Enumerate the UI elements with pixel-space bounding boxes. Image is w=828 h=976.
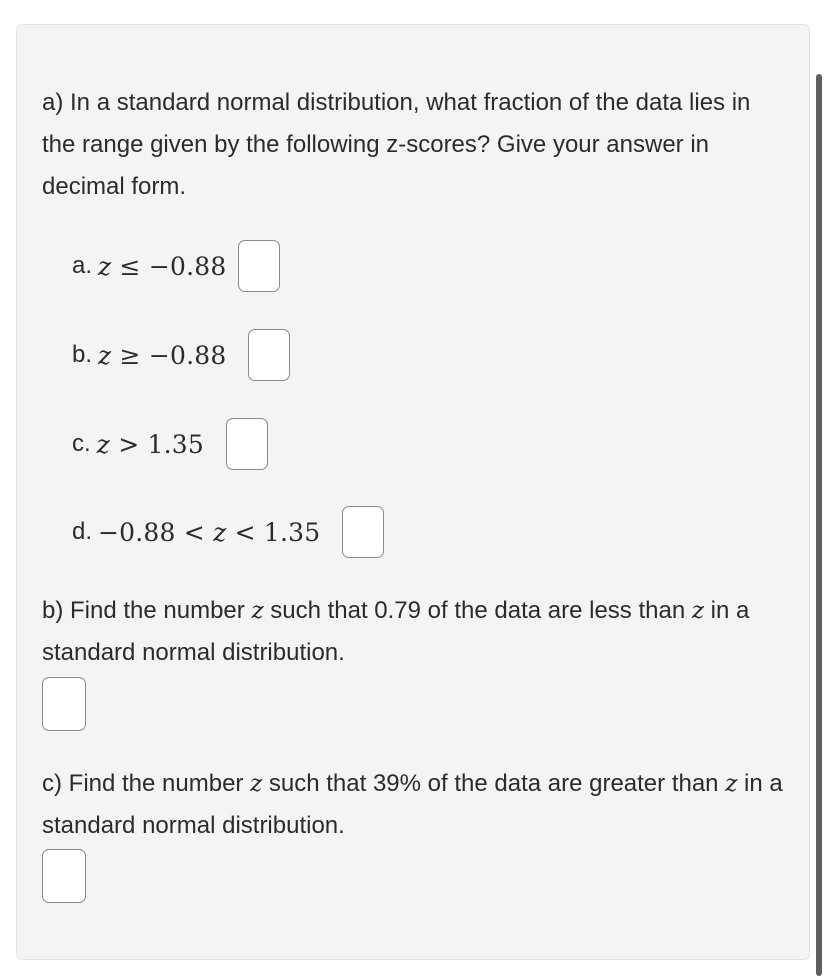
- part-c-question: c) Find the number z such that 39% of the data are greater than z in a standard normal distribution.: [42, 770, 783, 839]
- item-expression: −0.88 < z < 1.35: [98, 517, 321, 547]
- part-a-question: a) In a standard normal distribution, what fraction of the data lies in the range given by the following z-scores? Give your answer in decimal form.: [42, 89, 751, 200]
- item-expression: z ≥ −0.88: [98, 340, 227, 370]
- item-label: d.: [72, 518, 93, 545]
- part-a-item-d: [72, 506, 384, 558]
- answer-input-d[interactable]: [342, 506, 384, 558]
- answer-input-a[interactable]: [238, 240, 280, 292]
- answer-input-b[interactable]: [248, 329, 290, 381]
- item-expression: z ≤ −0.88: [98, 251, 227, 281]
- item-label: a.: [72, 252, 93, 279]
- item-label: b.: [72, 341, 93, 368]
- answer-input-part-b[interactable]: [42, 677, 86, 731]
- scrollbar[interactable]: [816, 74, 822, 976]
- answer-input-c[interactable]: [226, 418, 268, 470]
- item-label: c.: [72, 430, 91, 457]
- item-expression: z > 1.35: [96, 429, 204, 459]
- part-b-question: b) Find the number z such that 0.79 of the data are less than z in a standard normal distribution.: [42, 597, 750, 666]
- part-a-item-a: [72, 240, 280, 292]
- answer-input-part-c[interactable]: [42, 849, 86, 903]
- part-a-item-c: [72, 418, 268, 470]
- part-a-item-b: [72, 329, 290, 381]
